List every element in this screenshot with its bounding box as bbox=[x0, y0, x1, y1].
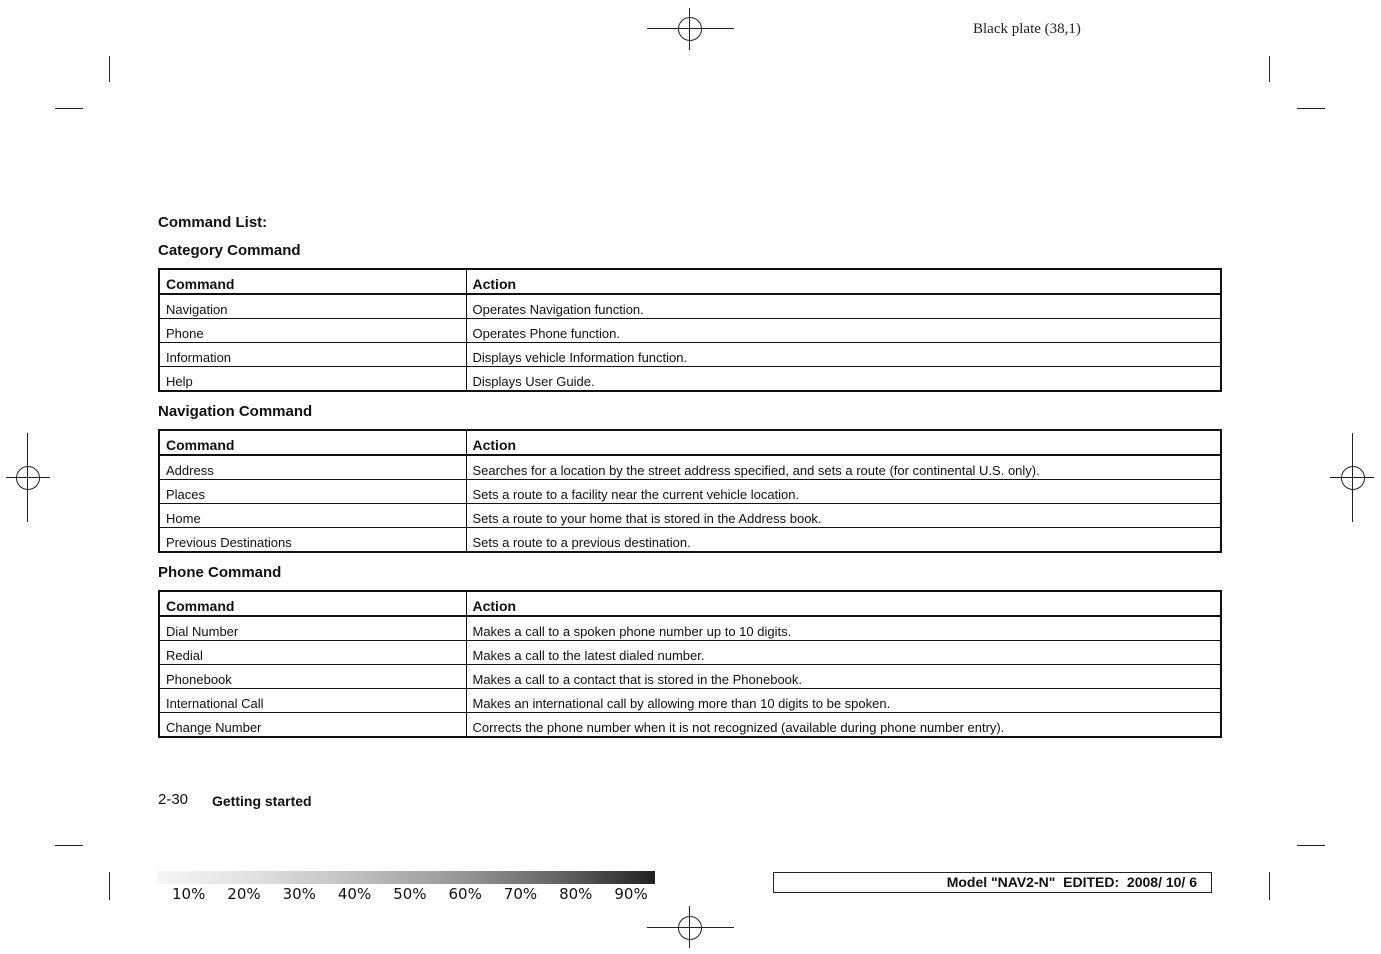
action-cell: Displays vehicle Information function. bbox=[466, 343, 1221, 367]
section-title-category: Category Command bbox=[158, 242, 301, 259]
action-cell: Makes a call to a spoken phone number up to 10 digits. bbox=[466, 616, 1221, 641]
plate-label: Black plate (38,1) bbox=[973, 21, 1081, 37]
action-cell: Makes an international call by allowing more than 10 digits to be spoken. bbox=[466, 689, 1221, 713]
action-cell: Displays User Guide. bbox=[466, 367, 1221, 392]
category-command-table bbox=[158, 268, 1222, 392]
command-cell: Phone bbox=[159, 319, 466, 343]
scale-label: 50% bbox=[393, 885, 427, 903]
command-cell: Change Number bbox=[159, 713, 466, 738]
page-number: 2-30 bbox=[158, 791, 189, 808]
phone-command-table bbox=[158, 590, 1222, 738]
action-cell: Makes a call to the latest dialed number. bbox=[466, 641, 1221, 665]
action-cell: Sets a route to your home that is stored in the Address book. bbox=[466, 504, 1221, 528]
table-row bbox=[159, 641, 1221, 665]
action-cell: Operates Phone function. bbox=[466, 319, 1221, 343]
column-header-command: Command bbox=[159, 269, 466, 294]
column-header-action: Action bbox=[466, 269, 1221, 294]
command-cell: Phonebook bbox=[159, 665, 466, 689]
table-header-row bbox=[159, 430, 1221, 455]
action-cell: Operates Navigation function. bbox=[466, 294, 1221, 319]
column-header-action: Action bbox=[466, 430, 1221, 455]
command-cell: Redial bbox=[159, 641, 466, 665]
table-row bbox=[159, 480, 1221, 504]
scale-label: 20% bbox=[227, 885, 261, 903]
table-row bbox=[159, 528, 1221, 553]
column-header-command: Command bbox=[159, 591, 466, 616]
table-row bbox=[159, 713, 1221, 738]
table-header-row bbox=[159, 591, 1221, 616]
scale-label: 80% bbox=[559, 885, 593, 903]
column-header-command: Command bbox=[159, 430, 466, 455]
command-cell: Dial Number bbox=[159, 616, 466, 641]
table-row bbox=[159, 665, 1221, 689]
scale-label: 70% bbox=[503, 885, 538, 903]
table-row bbox=[159, 319, 1221, 343]
command-cell: International Call bbox=[159, 689, 466, 713]
table-row bbox=[159, 504, 1221, 528]
gray-scale-bar bbox=[157, 871, 655, 884]
table-row bbox=[159, 616, 1221, 641]
scale-label: 10% bbox=[172, 885, 206, 903]
scale-label: 60% bbox=[448, 885, 482, 903]
table-row bbox=[159, 689, 1221, 713]
scale-label: 90% bbox=[614, 885, 648, 903]
model-edited-box: Model "NAV2-N" EDITED: 2008/ 10/ 6 bbox=[773, 872, 1212, 893]
scale-label: 40% bbox=[337, 885, 372, 903]
section-name: Getting started bbox=[212, 793, 312, 809]
scale-label: 30% bbox=[282, 885, 316, 903]
command-cell: Help bbox=[159, 367, 466, 392]
table-header-row bbox=[159, 269, 1221, 294]
section-title-phone: Phone Command bbox=[158, 564, 282, 581]
command-cell: Previous Destinations bbox=[159, 528, 466, 553]
page-title: Command List: bbox=[158, 214, 268, 231]
command-cell: Places bbox=[159, 480, 466, 504]
table-row bbox=[159, 367, 1221, 392]
action-cell: Searches for a location by the street address specified, and sets a route (for continental U.S. only). bbox=[466, 455, 1221, 480]
action-cell: Makes a call to a contact that is stored in the Phonebook. bbox=[466, 665, 1221, 689]
command-cell: Information bbox=[159, 343, 466, 367]
table-row bbox=[159, 294, 1221, 319]
section-title-navigation: Navigation Command bbox=[158, 403, 313, 420]
gray-scale-labels bbox=[172, 885, 670, 903]
action-cell: Sets a route to a previous destination. bbox=[466, 528, 1221, 553]
command-cell: Navigation bbox=[159, 294, 466, 319]
command-cell: Home bbox=[159, 504, 466, 528]
table-row bbox=[159, 343, 1221, 367]
command-cell: Address bbox=[159, 455, 466, 480]
table-row bbox=[159, 455, 1221, 480]
action-cell: Sets a route to a facility near the current vehicle location. bbox=[466, 480, 1221, 504]
column-header-action: Action bbox=[466, 591, 1221, 616]
action-cell: Corrects the phone number when it is not recognized (available during phone number entry). bbox=[466, 713, 1221, 738]
navigation-command-table bbox=[158, 429, 1222, 553]
